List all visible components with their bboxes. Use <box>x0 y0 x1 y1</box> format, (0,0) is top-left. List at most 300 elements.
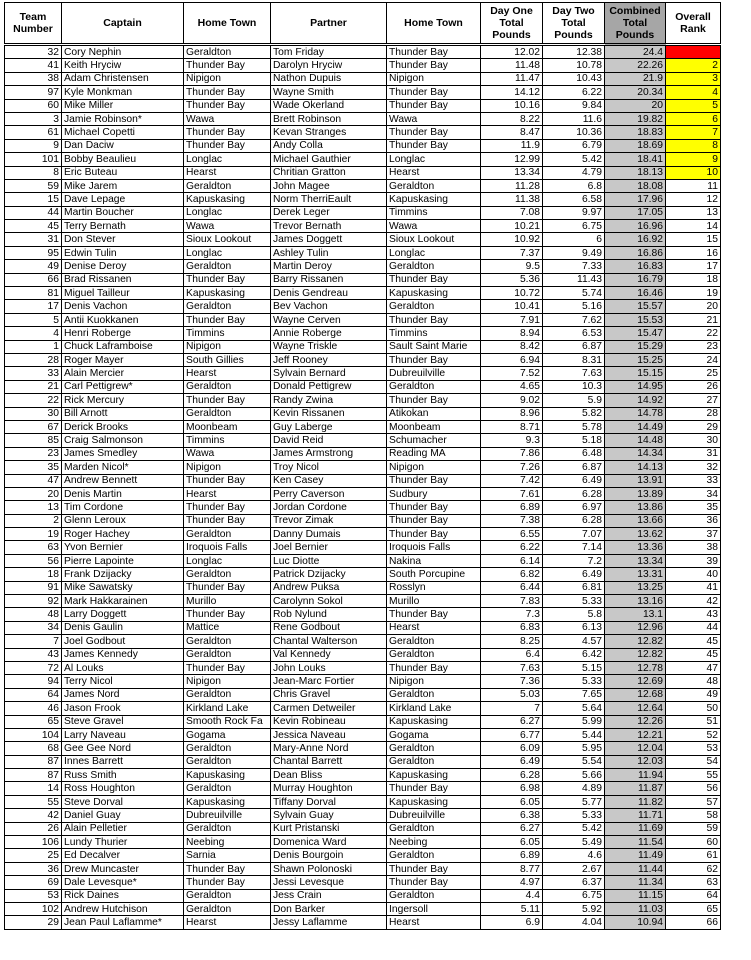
partner-cell: Wayne Triskle <box>271 340 387 353</box>
results-table <box>4 2 721 930</box>
team-number-cell: 106 <box>5 836 62 849</box>
team-number-cell: 48 <box>5 608 62 621</box>
combined-cell: 13.89 <box>605 487 666 500</box>
team-number-cell: 53 <box>5 889 62 902</box>
partner-cell: Jessica Naveau <box>271 728 387 741</box>
table-row <box>5 554 721 567</box>
combined-cell: 18.13 <box>605 166 666 179</box>
table-row <box>5 126 721 139</box>
partner-cell: Jordan Cordone <box>271 501 387 514</box>
rank-cell: 25 <box>666 367 721 380</box>
rank-cell: 13 <box>666 206 721 219</box>
partner-town-cell: Thunder Bay <box>387 501 481 514</box>
table-row <box>5 889 721 902</box>
partner-cell: Kevin Robineau <box>271 715 387 728</box>
day-one-cell: 11.48 <box>481 59 543 72</box>
rank-cell: 54 <box>666 755 721 768</box>
day-two-cell: 6.87 <box>543 340 605 353</box>
captain-cell: Daniel Guay <box>62 809 184 822</box>
captain-town-cell: Geraldton <box>184 380 271 393</box>
captain-cell: Roger Mayer <box>62 353 184 366</box>
partner-town-cell: Atikokan <box>387 407 481 420</box>
partner-town-cell: Dubreuilville <box>387 367 481 380</box>
day-one-cell: 7.36 <box>481 675 543 688</box>
combined-cell: 16.96 <box>605 220 666 233</box>
captain-cell: Michael Copetti <box>62 126 184 139</box>
day-one-cell: 6.05 <box>481 795 543 808</box>
captain-town-cell: Kapuskasing <box>184 795 271 808</box>
partner-town-cell: Sudbury <box>387 487 481 500</box>
captain-town-cell: Thunder Bay <box>184 661 271 674</box>
day-two-cell: 6.75 <box>543 220 605 233</box>
captain-cell: Jean Paul Laflamme* <box>62 916 184 929</box>
partner-town-cell: Wawa <box>387 220 481 233</box>
captain-town-cell: Thunder Bay <box>184 862 271 875</box>
partner-town-cell: Moonbeam <box>387 420 481 433</box>
captain-town-cell: Kirkland Lake <box>184 702 271 715</box>
partner-town-cell: Kapuskasing <box>387 769 481 782</box>
team-number-cell: 31 <box>5 233 62 246</box>
partner-cell: Jess Crain <box>271 889 387 902</box>
day-two-cell: 6.48 <box>543 447 605 460</box>
partner-cell: Shawn Polonoski <box>271 862 387 875</box>
rank-cell: 45 <box>666 648 721 661</box>
partner-town-cell: Gogama <box>387 728 481 741</box>
table-row <box>5 153 721 166</box>
day-one-cell: 14.12 <box>481 86 543 99</box>
combined-cell: 11.34 <box>605 876 666 889</box>
captain-cell: Cory Nephin <box>62 45 184 59</box>
team-number-cell: 18 <box>5 568 62 581</box>
partner-town-cell: Thunder Bay <box>387 862 481 875</box>
day-two-cell: 5.77 <box>543 795 605 808</box>
captain-town-cell: Geraldton <box>184 755 271 768</box>
day-one-cell: 10.41 <box>481 300 543 313</box>
captain-town-cell: Hearst <box>184 166 271 179</box>
day-two-cell: 7.63 <box>543 367 605 380</box>
captain-cell: Denis Gaulin <box>62 621 184 634</box>
partner-town-cell: Thunder Bay <box>387 313 481 326</box>
day-one-cell: 7.86 <box>481 447 543 460</box>
captain-cell: Alain Pelletier <box>62 822 184 835</box>
partner-cell: Brett Robinson <box>271 112 387 125</box>
table-row <box>5 688 721 701</box>
combined-cell: 14.95 <box>605 380 666 393</box>
captain-town-cell: Neebing <box>184 836 271 849</box>
partner-cell: Darolyn Hryciw <box>271 59 387 72</box>
captain-cell: Jason Frook <box>62 702 184 715</box>
partner-town-cell: Nakina <box>387 554 481 567</box>
combined-cell: 17.05 <box>605 206 666 219</box>
team-number-cell: 85 <box>5 434 62 447</box>
team-number-cell: 33 <box>5 367 62 380</box>
table-row <box>5 715 721 728</box>
day-two-cell: 4.89 <box>543 782 605 795</box>
day-two-cell: 5.82 <box>543 407 605 420</box>
rank-cell: 40 <box>666 568 721 581</box>
table-row <box>5 487 721 500</box>
table-row <box>5 661 721 674</box>
rank-cell: 49 <box>666 688 721 701</box>
captain-town-cell: Smooth Rock Fa <box>184 715 271 728</box>
day-one-cell: 8.71 <box>481 420 543 433</box>
day-two-cell: 10.78 <box>543 59 605 72</box>
captain-town-cell: Geraldton <box>184 822 271 835</box>
captain-town-cell: Kapuskasing <box>184 193 271 206</box>
table-row <box>5 246 721 259</box>
day-one-cell: 11.28 <box>481 179 543 192</box>
rank-cell: 58 <box>666 809 721 822</box>
captain-cell: Dale Levesque* <box>62 876 184 889</box>
partner-cell: Wayne Smith <box>271 86 387 99</box>
captain-cell: Martin Boucher <box>62 206 184 219</box>
partner-cell: Chantal Walterson <box>271 635 387 648</box>
partner-town-cell: Sault Saint Marie <box>387 340 481 353</box>
partner-cell: Rene Godbout <box>271 621 387 634</box>
captain-town-cell: Geraldton <box>184 782 271 795</box>
captain-cell: Drew Muncaster <box>62 862 184 875</box>
combined-cell: 14.34 <box>605 447 666 460</box>
day-one-cell: 7.38 <box>481 514 543 527</box>
partner-town-cell: Thunder Bay <box>387 273 481 286</box>
day-two-cell: 6.22 <box>543 86 605 99</box>
team-number-cell: 63 <box>5 541 62 554</box>
day-two-cell: 7.07 <box>543 528 605 541</box>
rank-cell: 57 <box>666 795 721 808</box>
rank-cell: 11 <box>666 179 721 192</box>
captain-town-cell: Sarnia <box>184 849 271 862</box>
partner-town-cell: Thunder Bay <box>387 876 481 889</box>
header-row <box>5 3 721 45</box>
team-number-cell: 46 <box>5 702 62 715</box>
day-one-cell: 7.08 <box>481 206 543 219</box>
day-two-cell: 10.3 <box>543 380 605 393</box>
partner-cell: Troy Nicol <box>271 461 387 474</box>
partner-cell: Denis Gendreau <box>271 287 387 300</box>
table-row <box>5 313 721 326</box>
partner-town-cell: Thunder Bay <box>387 782 481 795</box>
team-number-cell: 55 <box>5 795 62 808</box>
partner-town-cell: Geraldton <box>387 380 481 393</box>
table-row <box>5 608 721 621</box>
partner-town-cell: Thunder Bay <box>387 661 481 674</box>
combined-cell: 13.34 <box>605 554 666 567</box>
team-number-cell: 67 <box>5 420 62 433</box>
partner-town-cell: Murillo <box>387 595 481 608</box>
day-two-cell: 5.64 <box>543 702 605 715</box>
team-number-cell: 102 <box>5 903 62 916</box>
combined-cell: 13.25 <box>605 581 666 594</box>
captain-cell: Don Stever <box>62 233 184 246</box>
team-number-cell: 64 <box>5 688 62 701</box>
table-row <box>5 86 721 99</box>
day-one-cell: 6.4 <box>481 648 543 661</box>
partner-town-cell: Reading MA <box>387 447 481 460</box>
partner-cell: Nathon Dupuis <box>271 72 387 85</box>
partner-cell: James Doggett <box>271 233 387 246</box>
table-row <box>5 407 721 420</box>
partner-cell: Chantal Barrett <box>271 755 387 768</box>
captain-town-cell: Thunder Bay <box>184 86 271 99</box>
table-row <box>5 447 721 460</box>
captain-town-cell: Geraldton <box>184 635 271 648</box>
day-two-cell: 5.74 <box>543 287 605 300</box>
combined-cell: 18.69 <box>605 139 666 152</box>
partner-town-cell: Geraldton <box>387 889 481 902</box>
day-one-cell: 9.3 <box>481 434 543 447</box>
partner-cell: Donald Pettigrew <box>271 380 387 393</box>
day-one-cell: 5.03 <box>481 688 543 701</box>
table-row <box>5 541 721 554</box>
captain-cell: Innes Barrett <box>62 755 184 768</box>
partner-cell: Sylvain Guay <box>271 809 387 822</box>
partner-cell: John Louks <box>271 661 387 674</box>
day-one-cell: 7.63 <box>481 661 543 674</box>
captain-cell: Alain Mercier <box>62 367 184 380</box>
partner-town-cell: South Porcupine <box>387 568 481 581</box>
team-number-cell: 34 <box>5 621 62 634</box>
day-one-cell: 6.28 <box>481 769 543 782</box>
rank-cell: 5 <box>666 99 721 112</box>
day-one-cell: 8.47 <box>481 126 543 139</box>
day-two-cell: 6.58 <box>543 193 605 206</box>
team-number-cell: 65 <box>5 715 62 728</box>
day-one-cell: 10.92 <box>481 233 543 246</box>
day-one-cell: 10.72 <box>481 287 543 300</box>
rank-cell: 3 <box>666 72 721 85</box>
partner-town-cell: Thunder Bay <box>387 126 481 139</box>
rank-cell <box>666 45 721 59</box>
team-number-cell: 87 <box>5 769 62 782</box>
captain-cell: Henri Roberge <box>62 327 184 340</box>
table-row <box>5 112 721 125</box>
day-one-cell: 9.5 <box>481 260 543 273</box>
partner-town-cell: Kirkland Lake <box>387 702 481 715</box>
team-number-cell: 47 <box>5 474 62 487</box>
captain-town-cell: Thunder Bay <box>184 273 271 286</box>
day-two-cell: 5.66 <box>543 769 605 782</box>
table-row <box>5 273 721 286</box>
day-one-cell: 6.27 <box>481 822 543 835</box>
day-one-cell: 6.22 <box>481 541 543 554</box>
partner-town-cell: Kapuskasing <box>387 287 481 300</box>
partner-cell: David Reid <box>271 434 387 447</box>
captain-cell: Al Louks <box>62 661 184 674</box>
captain-town-cell: Longlac <box>184 206 271 219</box>
partner-cell: Mary-Anne Nord <box>271 742 387 755</box>
combined-cell: 12.82 <box>605 648 666 661</box>
table-header <box>5 3 721 45</box>
partner-town-cell: Geraldton <box>387 849 481 862</box>
table-row <box>5 621 721 634</box>
day-one-cell: 6.94 <box>481 353 543 366</box>
day-one-cell: 12.02 <box>481 45 543 59</box>
team-number-cell: 60 <box>5 99 62 112</box>
team-number-cell: 28 <box>5 353 62 366</box>
day-two-cell: 5.18 <box>543 434 605 447</box>
rank-cell: 17 <box>666 260 721 273</box>
day-one-cell: 6.82 <box>481 568 543 581</box>
combined-cell: 12.96 <box>605 621 666 634</box>
day-two-cell: 4.04 <box>543 916 605 929</box>
rank-cell: 35 <box>666 501 721 514</box>
rank-cell: 12 <box>666 193 721 206</box>
team-number-cell: 15 <box>5 193 62 206</box>
combined-cell: 15.53 <box>605 313 666 326</box>
partner-town-cell: Geraldton <box>387 822 481 835</box>
partner-cell: Tiffany Dorval <box>271 795 387 808</box>
day-two-cell: 5.33 <box>543 809 605 822</box>
captain-cell: Glenn Leroux <box>62 514 184 527</box>
rank-cell: 16 <box>666 246 721 259</box>
captain-cell: Jamie Robinson* <box>62 112 184 125</box>
table-row <box>5 434 721 447</box>
day-one-cell: 8.96 <box>481 407 543 420</box>
rank-cell: 29 <box>666 420 721 433</box>
day-one-cell: 7.42 <box>481 474 543 487</box>
captain-town-cell: Thunder Bay <box>184 394 271 407</box>
day-one-cell: 10.16 <box>481 99 543 112</box>
day-two-cell: 6.28 <box>543 487 605 500</box>
partner-town-cell: Thunder Bay <box>387 528 481 541</box>
partner-cell: Jessi Levesque <box>271 876 387 889</box>
captain-cell: Terry Nicol <box>62 675 184 688</box>
partner-cell: Bev Vachon <box>271 300 387 313</box>
day-one-cell: 6.14 <box>481 554 543 567</box>
table-row <box>5 916 721 929</box>
table-row <box>5 795 721 808</box>
partner-cell: Ashley Tulin <box>271 246 387 259</box>
table-row <box>5 769 721 782</box>
combined-cell: 24.4 <box>605 45 666 59</box>
combined-cell: 13.91 <box>605 474 666 487</box>
day-two-cell: 6.13 <box>543 621 605 634</box>
captain-town-cell: Longlac <box>184 554 271 567</box>
day-one-cell: 5.36 <box>481 273 543 286</box>
rank-cell: 51 <box>666 715 721 728</box>
partner-cell: Michael Gauthier <box>271 153 387 166</box>
captain-town-cell: Thunder Bay <box>184 313 271 326</box>
combined-cell: 16.92 <box>605 233 666 246</box>
captain-town-cell: Hearst <box>184 916 271 929</box>
combined-cell: 21.9 <box>605 72 666 85</box>
table-row <box>5 287 721 300</box>
combined-cell: 11.44 <box>605 862 666 875</box>
partner-town-cell: Geraldton <box>387 742 481 755</box>
team-number-cell: 30 <box>5 407 62 420</box>
day-one-cell: 6.38 <box>481 809 543 822</box>
rank-cell: 59 <box>666 822 721 835</box>
rank-cell: 8 <box>666 139 721 152</box>
captain-cell: Rick Mercury <box>62 394 184 407</box>
team-number-cell: 94 <box>5 675 62 688</box>
rank-cell: 47 <box>666 661 721 674</box>
combined-cell: 16.46 <box>605 287 666 300</box>
table-row <box>5 782 721 795</box>
day-one-cell: 4.65 <box>481 380 543 393</box>
day-two-cell: 7.62 <box>543 313 605 326</box>
day-two-cell: 6 <box>543 233 605 246</box>
captain-cell: Bill Arnott <box>62 407 184 420</box>
captain-town-cell: Geraldton <box>184 648 271 661</box>
header-partner: Partner <box>271 3 387 45</box>
table-row <box>5 139 721 152</box>
captain-cell: Russ Smith <box>62 769 184 782</box>
combined-cell: 22.26 <box>605 59 666 72</box>
rank-cell: 27 <box>666 394 721 407</box>
day-two-cell: 5.99 <box>543 715 605 728</box>
captain-cell: Marden Nicol* <box>62 461 184 474</box>
team-number-cell: 17 <box>5 300 62 313</box>
team-number-cell: 38 <box>5 72 62 85</box>
day-two-cell: 8.31 <box>543 353 605 366</box>
partner-town-cell: Geraldton <box>387 755 481 768</box>
day-one-cell: 7.52 <box>481 367 543 380</box>
captain-town-cell: Thunder Bay <box>184 876 271 889</box>
team-number-cell: 36 <box>5 862 62 875</box>
team-number-cell: 42 <box>5 809 62 822</box>
team-number-cell: 9 <box>5 139 62 152</box>
captain-cell: Yvon Bernier <box>62 541 184 554</box>
rank-cell: 66 <box>666 916 721 929</box>
combined-cell: 12.04 <box>605 742 666 755</box>
partner-town-cell: Thunder Bay <box>387 394 481 407</box>
team-number-cell: 91 <box>5 581 62 594</box>
partner-town-cell: Thunder Bay <box>387 59 481 72</box>
table-row <box>5 193 721 206</box>
combined-cell: 12.68 <box>605 688 666 701</box>
rank-cell: 39 <box>666 554 721 567</box>
partner-town-cell: Geraldton <box>387 688 481 701</box>
day-two-cell: 5.16 <box>543 300 605 313</box>
team-number-cell: 21 <box>5 380 62 393</box>
day-one-cell: 6.09 <box>481 742 543 755</box>
captain-town-cell: Iroquois Falls <box>184 541 271 554</box>
day-one-cell: 6.83 <box>481 621 543 634</box>
combined-cell: 11.49 <box>605 849 666 862</box>
partner-cell: Domenica Ward <box>271 836 387 849</box>
team-number-cell: 61 <box>5 126 62 139</box>
captain-cell: Rick Daines <box>62 889 184 902</box>
combined-cell: 18.08 <box>605 179 666 192</box>
table-row <box>5 635 721 648</box>
partner-cell: Jeff Rooney <box>271 353 387 366</box>
rank-cell: 26 <box>666 380 721 393</box>
captain-town-cell: Geraldton <box>184 568 271 581</box>
captain-cell: James Kennedy <box>62 648 184 661</box>
rank-cell: 36 <box>666 514 721 527</box>
day-one-cell: 7.3 <box>481 608 543 621</box>
captain-cell: Denis Vachon <box>62 300 184 313</box>
partner-town-cell: Longlac <box>387 153 481 166</box>
day-one-cell: 6.9 <box>481 916 543 929</box>
combined-cell: 18.41 <box>605 153 666 166</box>
partner-cell: Denis Bourgoin <box>271 849 387 862</box>
table-row <box>5 179 721 192</box>
team-number-cell: 20 <box>5 487 62 500</box>
combined-cell: 14.78 <box>605 407 666 420</box>
day-one-cell: 7.37 <box>481 246 543 259</box>
partner-cell: Trevor Bernath <box>271 220 387 233</box>
captain-town-cell: Longlac <box>184 153 271 166</box>
partner-cell: Danny Dumais <box>271 528 387 541</box>
partner-town-cell: Neebing <box>387 836 481 849</box>
day-two-cell: 6.81 <box>543 581 605 594</box>
captain-town-cell: Geraldton <box>184 407 271 420</box>
partner-town-cell: Kapuskasing <box>387 193 481 206</box>
header-day-one-total: Day One Total Pounds <box>481 3 543 45</box>
rank-cell: 62 <box>666 862 721 875</box>
